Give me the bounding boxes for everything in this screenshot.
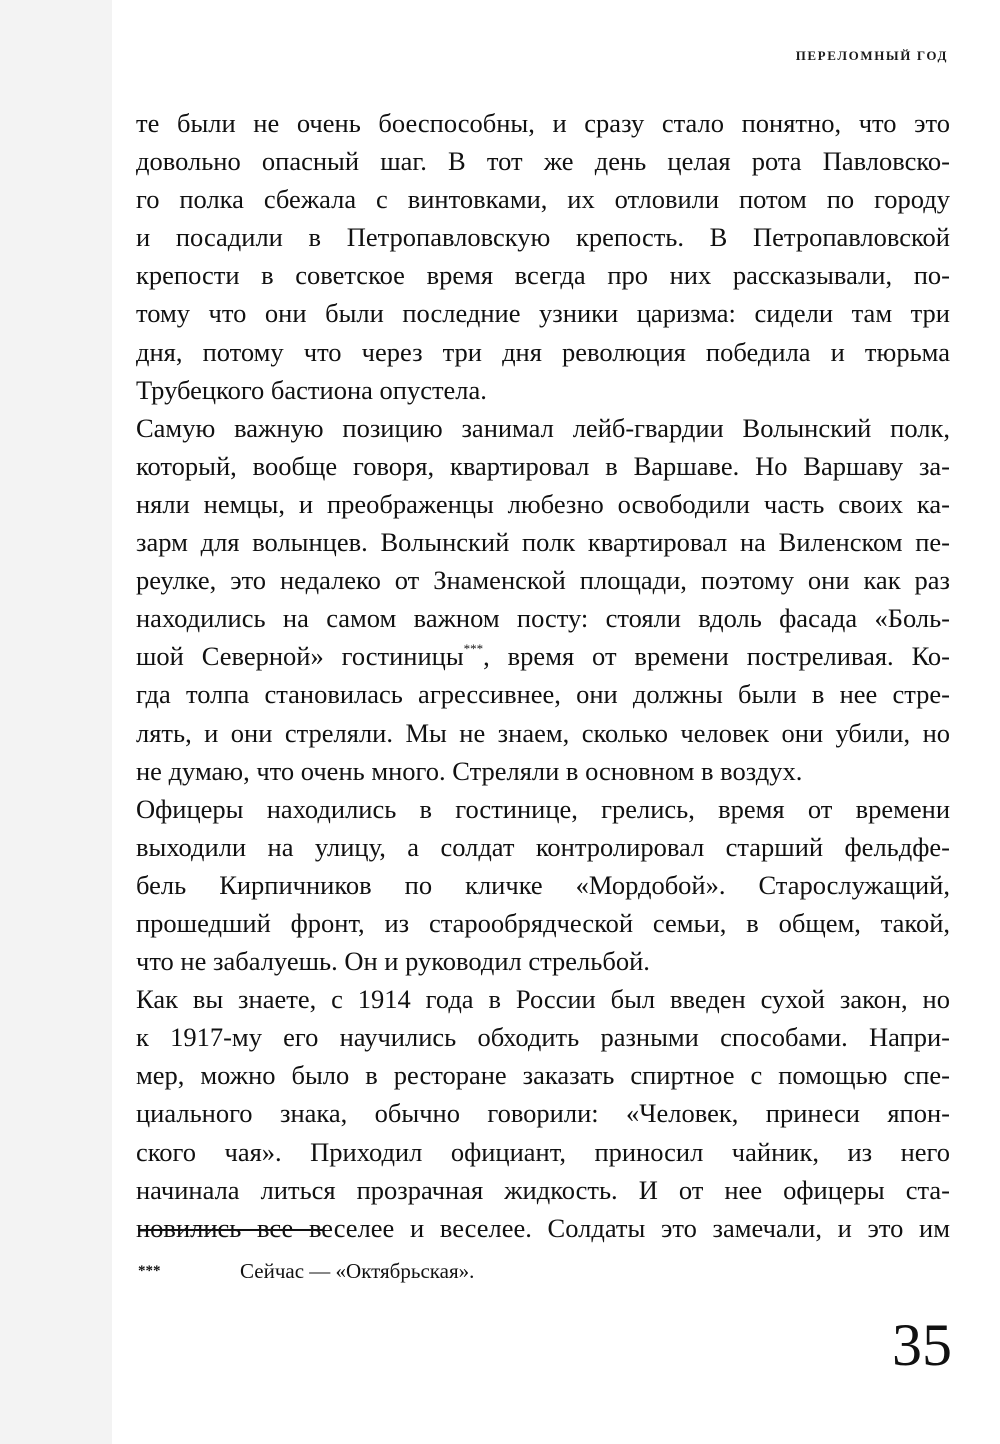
paragraph-3	[136, 790, 950, 980]
page-number: 35	[892, 1312, 952, 1378]
text-line: няли немцы, и преображенцы любезно освободили часть своих ка-	[136, 488, 950, 519]
text-line: реулке, это недалеко от Знаменской площади, поэтому они как раз	[136, 565, 950, 596]
footnote-reference: ***	[463, 641, 484, 657]
text-line: выходили на улицу, а солдат контролировал старший фельдфе-	[136, 831, 950, 862]
text-line-with-footnote	[136, 637, 950, 675]
text-line: мер, можно было в ресторане заказать спиртное с помощью спе-	[136, 1060, 950, 1091]
text-line: который, вообще говоря, квартировал в Варшаве. Но Варшаву за-	[136, 450, 950, 481]
text-line: к 1917-му его научились обходить разными способами. Напри-	[136, 1022, 950, 1053]
text-line: циального знака, обычно говорили: «Человек, принеси япон-	[136, 1098, 950, 1129]
text-line: прошедший фронт, из старообрядческой семьи, в общем, такой,	[136, 907, 950, 938]
text-line: тому что они были последние узники царизма: сидели там три	[136, 298, 950, 329]
paragraph-2	[136, 409, 950, 790]
text-line: Самую важную позицию занимал лейб-гвардии Волынский полк,	[136, 412, 950, 443]
footnote-text: Сейчас — «Октябрьская».	[240, 1259, 475, 1283]
text-line: новились все веселее и веселее. Солдаты это замечали, и это им	[136, 1212, 950, 1243]
text-line: Как вы знаете, с 1914 года в России был введен сухой закон, но	[136, 984, 950, 1015]
text-fragment: , время от времени постреливая. Ко-	[483, 641, 951, 672]
text-line: довольно опасный шаг. В тот же день целая рота Павловско-	[136, 146, 950, 177]
text-line: те были не очень боеспособны, и сразу стало понятно, что это	[136, 108, 950, 138]
text-line: гда толпа становилась агрессивнее, они должны были в нее стре-	[136, 679, 950, 710]
text-line: зарм для волынцев. Волынский полк квартировал на Виленском пе-	[136, 527, 950, 558]
text-line: находились на самом важном посту: стояли вдоль фасада «Боль-	[136, 603, 950, 634]
paragraph-1	[136, 104, 950, 409]
text-line: что не забалуешь. Он и руководил стрельбой.	[136, 946, 650, 977]
text-line: Офицеры находились в гостинице, грелись, время от времени	[136, 793, 950, 824]
text-line: ского чая». Приходил официант, приносил чайник, из него	[136, 1136, 950, 1167]
text-fragment: шой Северной» гостиницы	[136, 641, 464, 672]
text-line: и посадили в Петропавловскую крепость. В Петропавловской	[136, 222, 950, 253]
text-line: бель Кирпичников по кличке «Мордобой». Старослужащий,	[136, 869, 950, 900]
text-body	[136, 104, 950, 1247]
text-line: начинала литься прозрачная жидкость. И от нее офицеры ста-	[136, 1174, 950, 1205]
text-line: лять, и они стреляли. Мы не знаем, сколько человек они убили, но	[136, 717, 950, 748]
footnote-divider	[138, 1229, 324, 1231]
footnote-mark: ***	[138, 1263, 161, 1279]
text-line: дня, потому что через три дня революция победила и тюрьма	[136, 336, 950, 367]
page-margin-shade	[0, 0, 112, 1444]
text-line: го полка сбежала с винтовками, их отловили потом по городу	[136, 184, 950, 215]
text-line: Трубецкого бастиона опустела.	[136, 374, 487, 405]
footnote	[138, 1256, 474, 1286]
text-line: не думаю, что очень много. Стреляли в основном в воздух.	[136, 755, 803, 786]
running-head: ПЕРЕЛОМНЫЙ ГОД	[795, 48, 948, 63]
text-line: крепости в советское время всегда про них рассказывали, по-	[136, 260, 950, 291]
paragraph-4	[136, 980, 950, 1247]
